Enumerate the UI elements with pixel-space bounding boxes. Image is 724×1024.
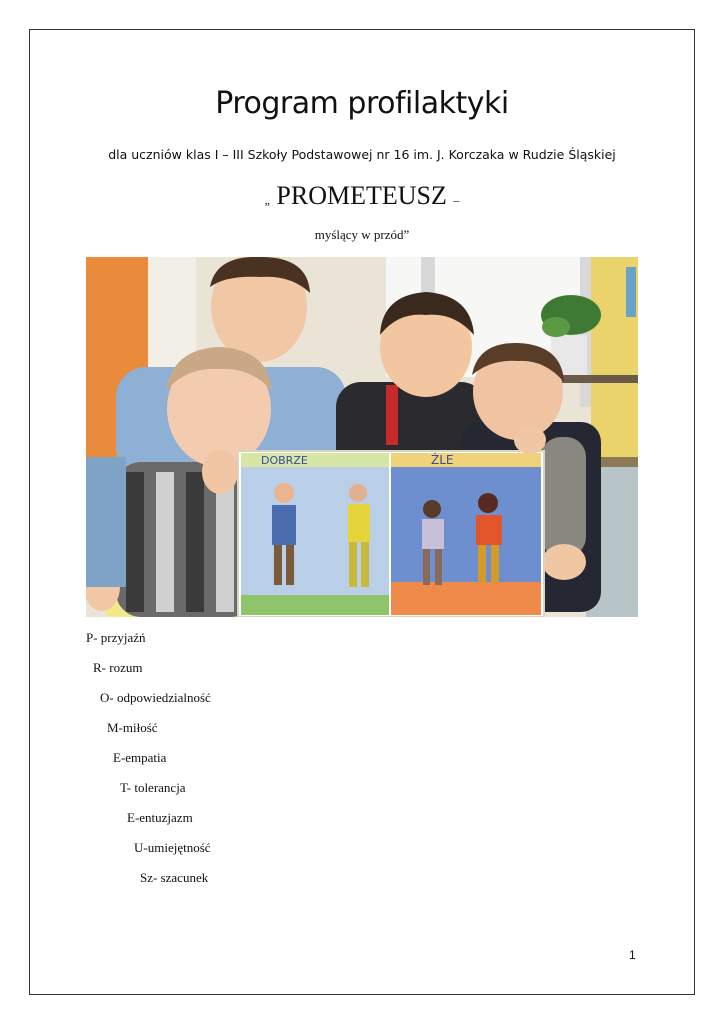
- drawing-label-good: DOBRZE: [261, 454, 308, 467]
- document-subtitle: dla uczniów klas I – III Szkoły Podstawowej nr 16 im. J. Korczaka w Rudzie Śląskiej: [108, 147, 616, 162]
- acronym-line-u: U-umiejętność: [134, 840, 211, 855]
- program-name-line: [0, 181, 724, 211]
- acronym-line-e2: E-entuzjazm: [127, 810, 193, 825]
- acronym-line-o: O- odpowiedzialność: [100, 690, 211, 705]
- acronym-line-sz: Sz- szacunek: [140, 870, 209, 885]
- page-number: 1: [629, 948, 636, 962]
- acronym-line-m: M-miłość: [107, 720, 158, 735]
- acronym-line-p: P- przyjaźń: [86, 630, 146, 645]
- acronym-line-e1: E-empatia: [113, 750, 167, 765]
- acronym-line-t: T- tolerancja: [120, 780, 186, 795]
- program-motto: myślący w przód”: [314, 227, 410, 242]
- drawing-label-bad: ŹLE: [431, 453, 454, 467]
- program-name: PROMETEUSZ: [276, 181, 447, 210]
- class-photo: [86, 257, 638, 617]
- program-dash: –: [453, 193, 460, 207]
- acronym-line-r: R- rozum: [93, 660, 143, 675]
- photo-illustration: [86, 257, 638, 617]
- opening-quote: „: [264, 193, 270, 207]
- document-title: Program profilaktyki: [215, 86, 509, 121]
